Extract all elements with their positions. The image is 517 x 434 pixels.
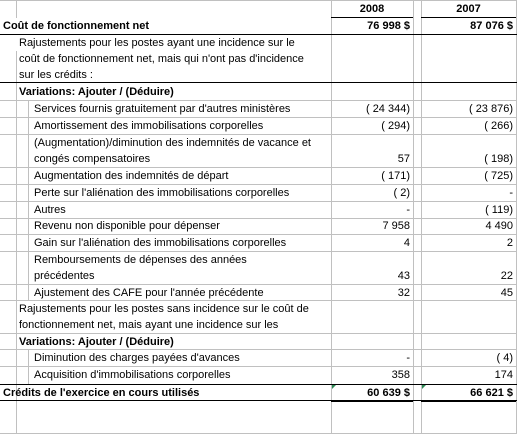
- services-label: Services fournis gratuitement par d'autres ministères: [34, 103, 291, 115]
- gridline: [28, 349, 29, 385]
- diminution-label: Diminution des charges payées d'avances: [34, 352, 240, 364]
- ajustement-2008: 32: [397, 287, 410, 299]
- vacances-label-line1: (Augmentation)/diminution des indemnités de vacance et: [34, 137, 311, 149]
- acquisition-2007: 174: [494, 369, 513, 381]
- gain-2007: 2: [506, 237, 513, 249]
- revenu-2007: 4 490: [485, 220, 513, 232]
- year-2008-header: 2008: [359, 3, 385, 15]
- double-underline: [331, 401, 413, 402]
- gain-label: Gain sur l'aliénation des immobilisations corporelles: [34, 237, 287, 249]
- ajustement-2007: 45: [500, 287, 513, 299]
- cout-net-2008: 76 998 $: [367, 20, 410, 32]
- variations2-heading: Variations: Ajouter / (Déduire): [19, 336, 174, 348]
- indemnites-label: Augmentation des indemnités de départ: [34, 170, 229, 182]
- rajustements2-text-line: Rajustements pour les postes sans incidence sur le coût de: [19, 303, 309, 315]
- remboursements-2007: 22: [500, 270, 513, 282]
- year-2007-header: 2007: [456, 3, 481, 15]
- double-underline: [421, 401, 516, 402]
- services-2008: ( 24 344): [365, 103, 410, 115]
- rajustements2-text-line: fonctionnement net, mais ayant une incidence sur les: [19, 319, 279, 331]
- amortissement-label: Amortissement des immobilisations corporelles: [34, 120, 264, 132]
- revenu-2008: 7 958: [382, 220, 410, 232]
- rajustements-text-line: coût de fonctionnement net, mais qui n'ont pas d'incidence: [19, 53, 304, 65]
- revenu-label: Revenu non disponible pour dépenser: [34, 220, 220, 232]
- amortissement-2008: ( 294): [381, 120, 410, 132]
- gridline: [16, 0, 17, 18]
- autres-label: Autres: [34, 204, 66, 216]
- gridline: [28, 100, 29, 300]
- cout-net-2007: 87 076 $: [470, 20, 513, 32]
- credits-2008: 60 639 $: [367, 387, 410, 399]
- autres-2007: ( 119): [485, 204, 513, 216]
- remboursements-2008: 43: [397, 270, 410, 282]
- remboursements-label: précédentes: [34, 270, 95, 282]
- autres-2008: -: [406, 204, 410, 216]
- ajustement-label: Ajustement des CAFE pour l'année précédente: [34, 287, 264, 299]
- indemnites-2007: ( 725): [484, 170, 513, 182]
- acquisition-label: Acquisition d'immobilisations corporelles: [34, 369, 231, 381]
- gridline: [16, 51, 17, 434]
- amortissement-2007: ( 266): [484, 120, 513, 132]
- variations-heading: Variations: Ajouter / (Déduire): [19, 86, 174, 98]
- gain-2008: 4: [403, 237, 410, 249]
- rajustements-text-line: sur les crédits :: [19, 69, 93, 81]
- credits-2007: 66 621 $: [470, 387, 513, 399]
- remboursements-label-line1: Remboursements de dépenses des années: [34, 254, 247, 266]
- diminution-2008: -: [406, 352, 410, 364]
- cout-net-label: Coût de fonctionnement net: [3, 20, 150, 32]
- rajustements-text-line: Rajustements pour les postes ayant une incidence sur le: [19, 37, 295, 49]
- vacances-2008: 57: [397, 153, 410, 165]
- services-2007: ( 23 876): [468, 103, 513, 115]
- credits-label: Crédits de l'exercice en cours utilisés: [3, 387, 200, 399]
- perte-label: Perte sur l'aliénation des immobilisations corporelles: [34, 187, 290, 199]
- vacances-label: congés compensatoires: [34, 153, 151, 165]
- perte-2008: ( 2): [393, 187, 410, 199]
- gridline: [413, 0, 414, 434]
- perte-2007: -: [509, 187, 513, 199]
- acquisition-2008: 358: [391, 369, 410, 381]
- indemnites-2008: ( 171): [381, 170, 410, 182]
- vacances-2007: ( 198): [484, 153, 513, 165]
- diminution-2007: ( 4): [496, 352, 513, 364]
